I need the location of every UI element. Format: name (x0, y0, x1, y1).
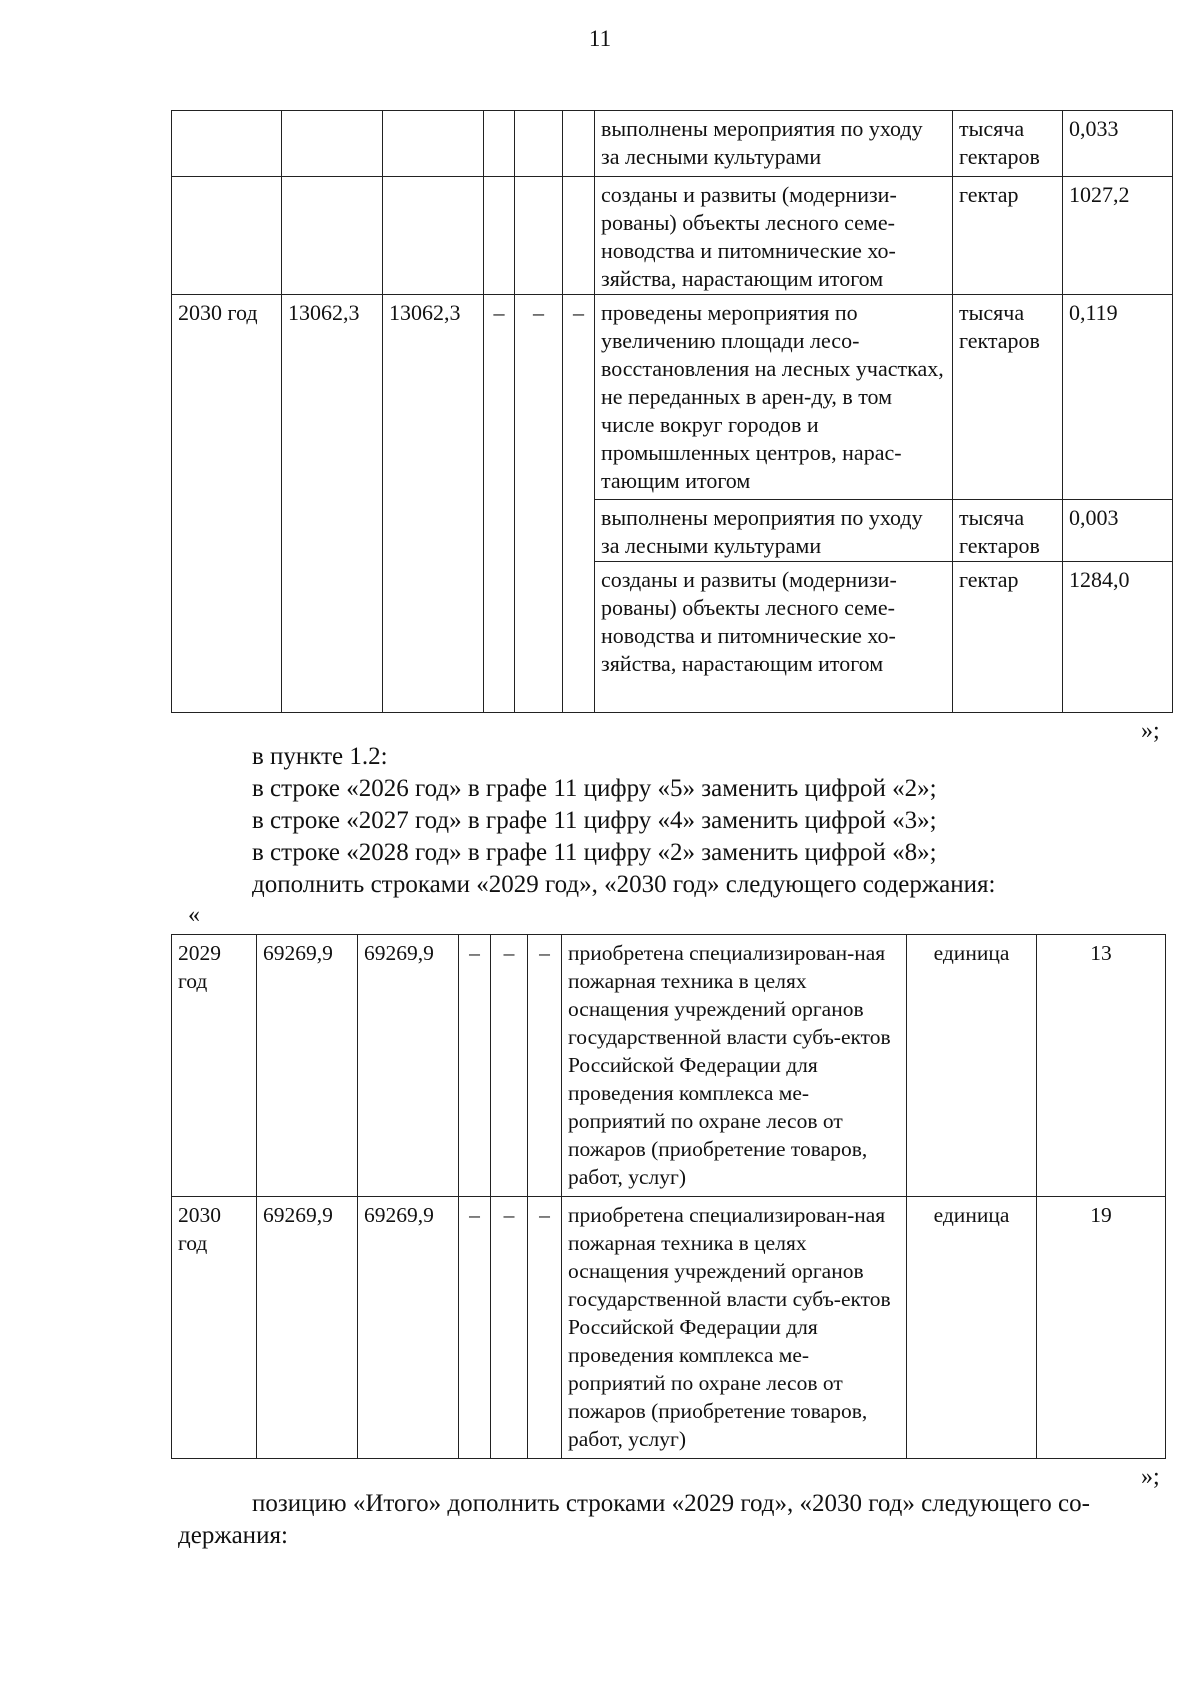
amount-cell: 69269,9 (358, 1197, 459, 1459)
final-paragraph-line: держания: (178, 1522, 288, 1549)
amount-cell (383, 111, 484, 177)
amount-cell (282, 177, 383, 295)
unit-cell: тысяча гектаров (953, 111, 1063, 177)
table-row (172, 177, 1173, 295)
unit-cell: тысяча гектаров (953, 500, 1063, 562)
year-cell (172, 177, 282, 295)
amount-cell: 69269,9 (358, 935, 459, 1197)
dash-cell (484, 177, 515, 295)
indicator-cell: созданы и развиты (модернизи-рованы) объекты лесного семе-новодства и питомнические хо-зяйства, нарастающим итогом (595, 562, 953, 713)
value-cell: 0,119 (1063, 295, 1173, 500)
table-forest-indicators (171, 110, 1173, 713)
dash-cell (484, 111, 515, 177)
value-cell: 19 (1037, 1197, 1166, 1459)
value-cell: 0,003 (1063, 500, 1173, 562)
dash-cell: – (563, 295, 595, 713)
table-fire-equipment (171, 934, 1166, 1459)
amount-cell (282, 111, 383, 177)
amount-cell: 69269,9 (257, 935, 358, 1197)
unit-cell: гектар (953, 177, 1063, 295)
indicator-cell: выполнены мероприятия по уходу за лесными культурами (595, 111, 953, 177)
year-cell: 2030 год (172, 295, 282, 713)
table-row (172, 111, 1173, 177)
indicator-cell: приобретена специализирован-ная пожарная техника в целях оснащения учреждений органов государственной власти субъ-ектов Российской Федерации для проведения комплекса ме-роприятий по охране лесов от пожаров (приобретение товаров, работ, услуг) (562, 1197, 907, 1459)
instruction-line: в строке «2026 год» в графе 11 цифру «5» заменить цифрой «2»; (252, 775, 937, 802)
instruction-line: в строке «2028 год» в графе 11 цифру «2» заменить цифрой «8»; (252, 839, 937, 866)
dash-cell (515, 111, 563, 177)
value-cell: 0,033 (1063, 111, 1173, 177)
instruction-line: в строке «2027 год» в графе 11 цифру «4» заменить цифрой «3»; (252, 807, 937, 834)
table-row (172, 935, 1166, 1197)
opening-quote: « (188, 902, 200, 928)
year-cell (172, 111, 282, 177)
table-row (172, 295, 1173, 500)
closing-quote: »; (1141, 718, 1160, 744)
unit-cell: тысяча гектаров (953, 295, 1063, 500)
dash-cell: – (515, 295, 563, 713)
dash-cell (563, 111, 595, 177)
final-paragraph-line: позицию «Итого» дополнить строками «2029 год», «2030 год» следующего со- (252, 1490, 1090, 1517)
dash-cell (563, 177, 595, 295)
unit-cell: единица (907, 935, 1037, 1197)
dash-cell: – (459, 1197, 491, 1459)
year-cell: 2030 год (172, 1197, 257, 1459)
indicator-cell: приобретена специализирован-ная пожарная техника в целях оснащения учреждений органов государственной власти субъ-ектов Российской Федерации для проведения комплекса ме-роприятий по охране лесов от пожаров (приобретение товаров, работ, услуг) (562, 935, 907, 1197)
dash-cell: – (484, 295, 515, 713)
indicator-cell: проведены мероприятия по увеличению площади лесо-восстановления на лесных участках, не переданных в арен-ду, в том числе вокруг городов и промышленных центров, нарас-тающим итогом (595, 295, 953, 500)
instruction-line: дополнить строками «2029 год», «2030 год» следующего содержания: (252, 871, 996, 898)
dash-cell (515, 177, 563, 295)
dash-cell: – (491, 935, 528, 1197)
amount-cell: 69269,9 (257, 1197, 358, 1459)
indicator-cell: выполнены мероприятия по уходу за лесными культурами (595, 500, 953, 562)
dash-cell: – (528, 935, 562, 1197)
amount-cell (383, 177, 484, 295)
dash-cell: – (459, 935, 491, 1197)
year-cell: 2029 год (172, 935, 257, 1197)
amount-cell: 13062,3 (383, 295, 484, 713)
closing-quote: »; (1141, 1464, 1160, 1490)
page-number: 11 (588, 26, 612, 51)
instruction-line: в пункте 1.2: (252, 743, 388, 770)
indicator-cell: созданы и развиты (модернизи-рованы) объекты лесного семе-новодства и питомнические хо-зяйства, нарастающим итогом (595, 177, 953, 295)
amount-cell: 13062,3 (282, 295, 383, 713)
unit-cell: гектар (953, 562, 1063, 713)
value-cell: 1284,0 (1063, 562, 1173, 713)
value-cell: 13 (1037, 935, 1166, 1197)
dash-cell: – (491, 1197, 528, 1459)
unit-cell: единица (907, 1197, 1037, 1459)
value-cell: 1027,2 (1063, 177, 1173, 295)
dash-cell: – (528, 1197, 562, 1459)
table-row (172, 1197, 1166, 1459)
